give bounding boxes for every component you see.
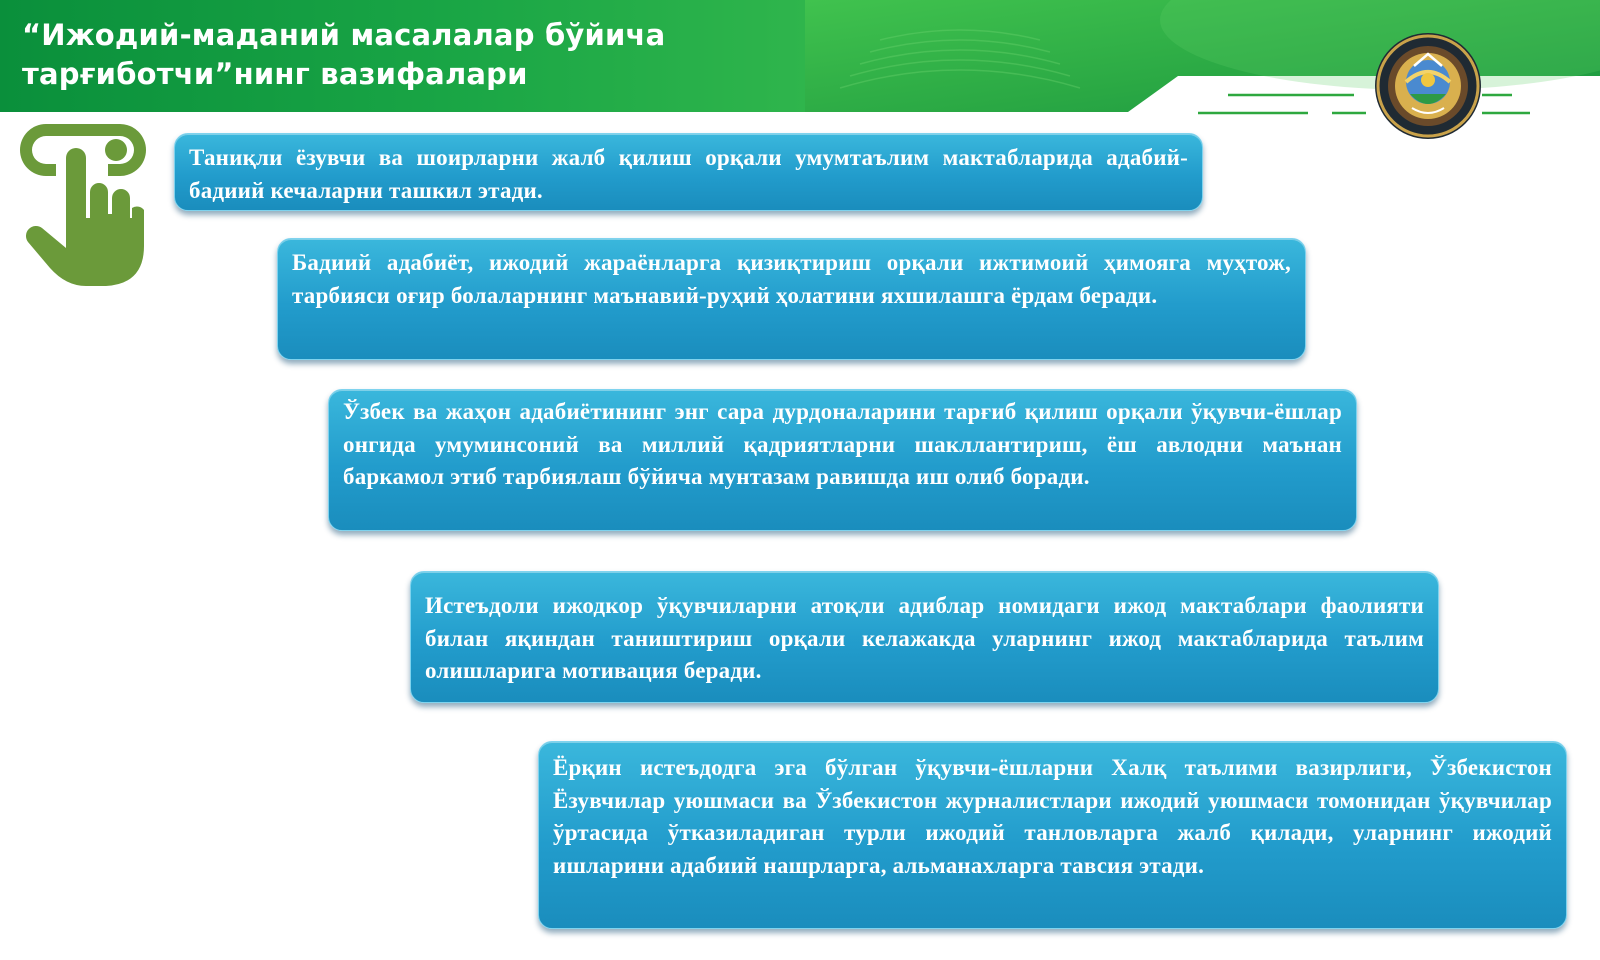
task-box-1: Таниқли ёзувчи ва шоирларни жалб қилиш орқали умумтаълим мактабларида адабий-бадиий кечаларни ташкил этади. (174, 133, 1203, 211)
pointing-hand-icon (20, 122, 150, 288)
task-box-4: Истеъдоли ижодкор ўқувчиларни атоқли адиблар номидаги ижод мактаблари фаолияти билан яқиндан таништириш орқали келажакда уларнинг ижод мактабларида таълим олишларига мотивация беради. (410, 571, 1439, 703)
task-box-5: Ёрқин истеъдодга эга бўлган ўқувчи-ёшларни Халқ таълими вазирлиги, Ўзбекистон Ёзувчилар уюшмаси ва Ўзбекистон журналистлари ижодий уюшмаси томонидан ўқувчилар ўртасида ўтказиладиган турли ижодий танловларга жалб қилади, уларнинг ижодий ишларини адабиий нашрларга, альманахларга тавсия этади. (538, 741, 1567, 929)
decorative-lines (1190, 86, 1550, 126)
page-title (22, 16, 665, 94)
task-box-3: Ўзбек ва жаҳон адабиётининг энг сара дурдоналарини тарғиб қилиш орқали ўқувчи-ёшлар онгида умуминсоний ва миллий қадриятларни шакллантириш, ёш авлодни маънан баркамол этиб тарбиялаш бўйича мунтазам равишда иш олиб боради. (328, 389, 1357, 531)
task-box-2: Бадиий адабиёт, ижодий жараёнларга қизиқтириш орқали ижтимоий ҳимояга муҳтож, тарбияси оғир болаларнинг маънавий-руҳий ҳолатини яхшилашга ёрдам беради. (277, 238, 1306, 360)
title-line-1: “Ижодий-маданий масалалар бўйича (22, 18, 666, 52)
title-line-2: тарғиботчи”нинг вазифалари (22, 57, 528, 91)
state-emblem-icon (1374, 32, 1482, 140)
